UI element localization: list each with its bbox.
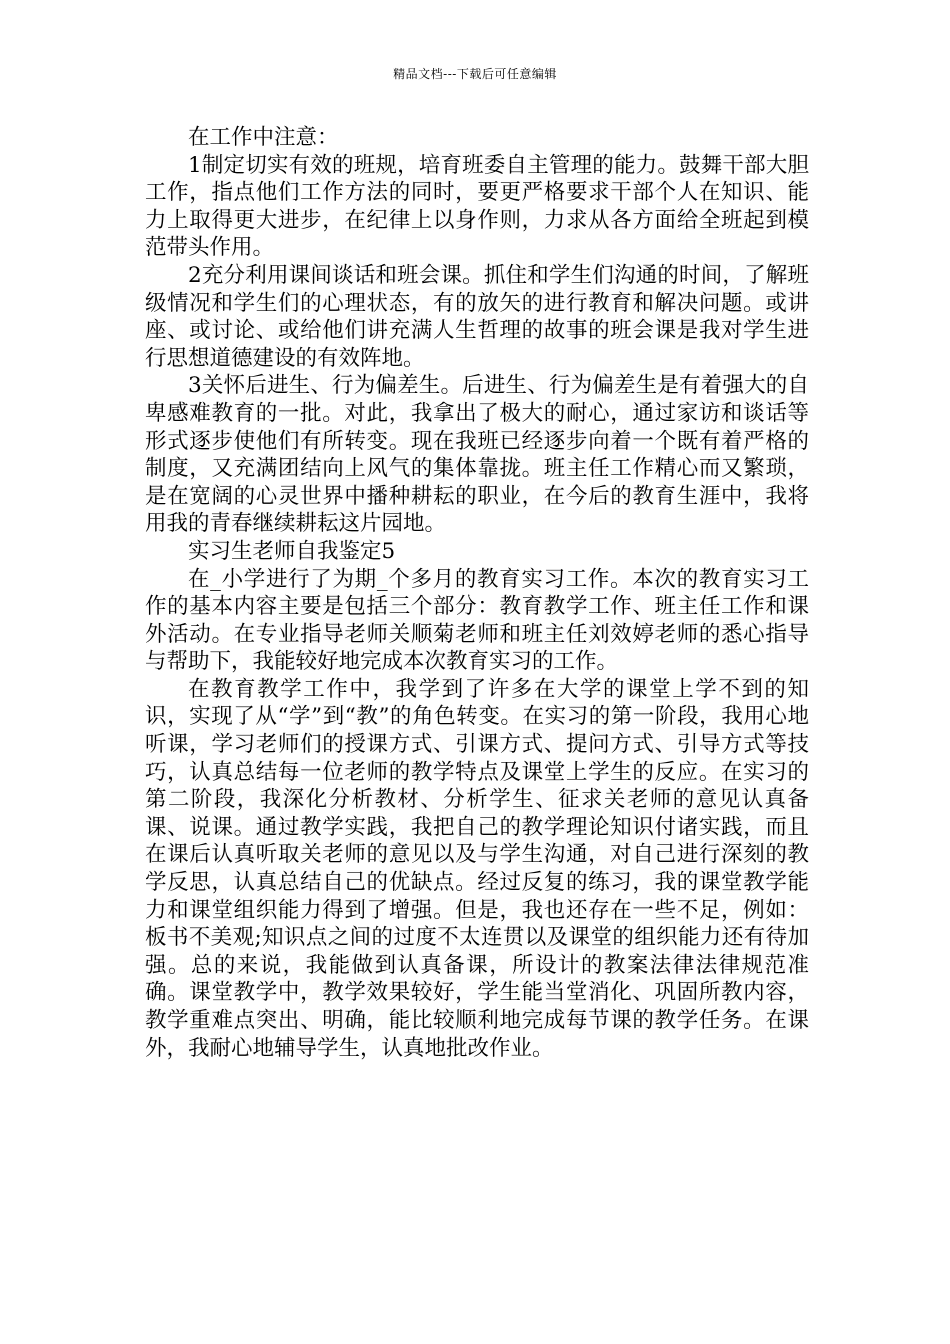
paragraph-point-1: 1制定切实有效的班规，培育班委自主管理的能力。鼓舞干部大胆工作，指点他们工作方法的同时，要更严格要求干部个人在知识、能力上取得更大进步，在纪律上以身作则，力求从各方面给全班起到模范带头作用。 [145, 152, 809, 261]
document-body [145, 124, 809, 1062]
paragraph-point-3: 3关怀后进生、行为偏差生。后进生、行为偏差生是有着强大的自卑感难教育的一批。对此，我拿出了极大的耐心，通过家访和谈话等形式逐步使他们有所转变。现在我班已经逐步向着一个既有着严格的制度，又充满团结向上风气的集体靠拢。班主任工作精心而又繁琐，是在宽阔的心灵世界中播种耕耘的职业，在今后的教育生涯中，我将用我的青春继续耕耘这片园地。 [145, 373, 809, 537]
paragraph-point-2: 2充分利用课间谈话和班会课。抓住和学生们沟通的时间，了解班级情况和学生们的心理状态，有的放矢的进行教育和解决问题。或讲座、或讨论、或给他们讲充满人生哲理的故事的班会课是我对学生进行思想道德建设的有效阵地。 [145, 262, 809, 371]
paragraph-internship-overview: 在_小学进行了为期_个多月的教育实习工作。本次的教育实习工作的基本内容主要是包括三个部分：教育教学工作、班主任工作和课外活动。在专业指导老师关顺菊老师和班主任刘效婷老师的悉心指导与帮助下，我能较好地完成本次教育实习的工作。 [145, 566, 809, 675]
paragraph-teaching-work: 在教育教学工作中，我学到了许多在大学的课堂上学不到的知识，实现了从“学”到“教”的角色转变。在实习的第一阶段，我用心地听课，学习老师们的授课方式、引课方式、提问方式、引导方式等技巧，认真总结每一位老师的教学特点及课堂上学生的反应。在实习的第二阶段，我深化分析教材、分析学生、征求关老师的意见认真备课、说课。通过教学实践，我把自己的教学理论知识付诸实践，而且在课后认真听取关老师的意见以及与学生沟通，对自己进行深刻的教学反思，认真总结自己的优缺点。经过反复的练习，我的课堂教学能力和课堂组织能力得到了增强。但是，我也还存在一些不足，例如：板书不美观;知识点之间的过度不太连贯以及课堂的组织能力还有待加强。总的来说，我能做到认真备课，所设计的教案法律法律规范准确。课堂教学中，教学效果较好，学生能当堂消化、巩固所教内容，教学重难点突出、明确，能比较顺利地完成每节课的教学任务。在课外，我耐心地辅导学生，认真地批改作业。 [145, 676, 809, 1061]
page-header: 精品文档---下载后可任意编辑 [393, 67, 557, 81]
section-heading: 实习生老师自我鉴定5 [188, 538, 396, 564]
paragraph-intro: 在工作中注意： [188, 125, 339, 150]
